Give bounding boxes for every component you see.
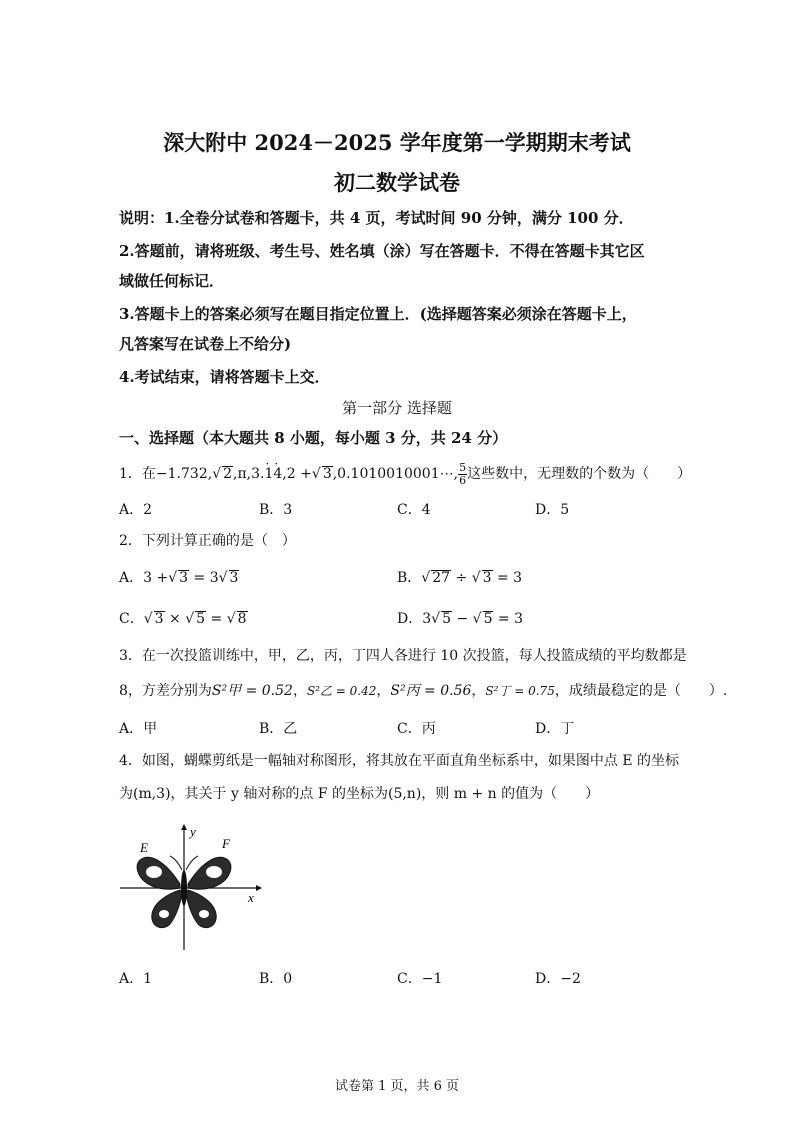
q1-repeat-digit-1: · 1 <box>265 466 274 482</box>
q2-option-b: B．√ 27 ÷ √ 3 = 3 <box>397 570 523 586</box>
question-2-stem: 2．下列计算正确的是（ ） <box>119 533 296 549</box>
q2-b-radicand-1: 27 <box>432 570 451 586</box>
q2-b-mid: ÷ <box>451 570 472 586</box>
lower-right-wing <box>186 890 216 928</box>
q2-b-post: = 3 <box>492 570 523 586</box>
butterfly-coordinate-figure <box>118 822 263 952</box>
q1-fraction-denominator: 6 <box>459 473 467 487</box>
q1-numbers-b: ,π,3. <box>233 466 265 483</box>
q2-a-radicand-1: 3 <box>179 570 189 586</box>
q3-variance-jia: S²甲 = 0.52 <box>211 683 293 699</box>
q2-option-c: C．√ 3 × √ 5 = √ 8 <box>119 611 247 627</box>
q1-option-d: D．5 <box>535 502 570 518</box>
question-4-line-2: 为(m,3)，其关于 y 轴对称的点 F 的坐标为(5,n)，则 m + n 的值为（ ） <box>119 786 600 802</box>
section-title: 一、选择题（本大题共 8 小题，每小题 3 分，共 24 分） <box>119 429 508 447</box>
q3-line2-a: 8，方差分别为 <box>119 683 212 699</box>
q2-b-radicand-2: 3 <box>482 570 492 586</box>
instructions-line-5: 凡答案写在试卷上不给分) <box>119 335 292 353</box>
page-footer: 试卷第 1 页，共 6 页 <box>334 1079 460 1094</box>
q1-sqrt2-radicand: 2 <box>223 466 233 483</box>
q2-d-post: = 3 <box>493 611 524 627</box>
q4-option-a: A．1 <box>119 971 153 987</box>
q3-option-b: B．乙 <box>259 721 298 737</box>
q1-numbers-d: ,0.1010010001⋯, <box>332 466 459 483</box>
point-f-label: F <box>222 836 230 851</box>
lower-left-wing <box>152 890 182 928</box>
part-title: 第一部分 选择题 <box>342 399 452 417</box>
q2-c-mid: × <box>164 611 186 627</box>
exam-title: 深大附中 2024－2025 学年度第一学期期末考试 <box>163 130 631 155</box>
q2-d-pre: 3 <box>422 611 432 627</box>
x-axis-arrow <box>256 885 262 891</box>
q2-a-mid: = 3 <box>189 570 219 586</box>
q2-a-pre: 3 + <box>143 570 169 586</box>
instructions-line-1: 说明：1.全卷分试卷和答题卡，共 4 页，考试时间 90 分钟，满分 100 分． <box>119 209 634 227</box>
instructions-line-3: 域做任何标记． <box>119 272 225 290</box>
q2-a-radicand-2: 3 <box>229 570 239 586</box>
q2-d-mid: − <box>452 611 473 627</box>
q2-option-a: A．3 +√ 3 = 3√ 3 <box>119 570 239 586</box>
instructions-line-6: 4.考试结束，请将答题卡上交． <box>119 368 330 386</box>
x-axis-label: x <box>248 890 254 905</box>
q1-prefix: 1．在 <box>119 466 156 483</box>
q3-variance-ding: S²丁 = 0.75 <box>485 684 555 698</box>
q4-option-b: B．0 <box>259 971 293 987</box>
q1-option-a: A．2 <box>119 502 153 518</box>
q1-option-b: B．3 <box>259 502 293 518</box>
q2-c-radicand-1: 3 <box>154 611 164 627</box>
q3-line2-b: ，成绩最稳定的是（ ）. <box>554 683 728 699</box>
q2-d-label: D． <box>397 611 423 627</box>
point-e-label: E <box>140 840 148 855</box>
q1-suffix: 这些数中，无理数的个数为（ ） <box>467 466 692 483</box>
q3-option-a: A．甲 <box>119 721 158 737</box>
q2-option-d: D．3√ 5 − √ 5 = 3 <box>397 611 524 627</box>
q3-option-c: C．丙 <box>397 721 436 737</box>
q3-option-d: D．丁 <box>535 721 575 737</box>
q1-repeat-digit-2: · 4 <box>273 466 282 482</box>
q3-variance-yi: S²乙 = 0.42 <box>306 684 377 698</box>
q4-option-d: D．−2 <box>535 971 581 987</box>
left-wing-spot <box>146 866 162 878</box>
q2-a-label: A． <box>119 570 144 586</box>
q3-variance-bing: S²丙 = 0.56 <box>390 683 472 699</box>
right-antenna <box>186 856 198 870</box>
exam-subtitle: 初二数学试卷 <box>334 170 460 195</box>
butterfly-body <box>181 870 187 906</box>
left-antenna <box>170 856 182 870</box>
q4-option-c: C．−1 <box>397 971 443 987</box>
instructions-line-2: 2.答题前，请将班级、考生号、姓名填（涂）写在答题卡．不得在答题卡其它区 <box>119 242 645 260</box>
q1-numbers-a: −1.732, <box>155 466 213 483</box>
q2-c-radicand-2: 5 <box>196 611 206 627</box>
y-axis-arrow <box>181 824 187 830</box>
q2-d-radicand-2: 5 <box>483 611 493 627</box>
y-axis-label: y <box>190 824 196 839</box>
q2-c-eq: = <box>206 611 227 627</box>
question-3-line-1: 3．在一次投篮训练中，甲，乙，丙，丁四人各进行 10 次投篮，每人投篮成绩的平均数都是 <box>119 648 687 664</box>
sqrt-symbol: √ <box>212 466 222 483</box>
q1-fraction-numerator: 5 <box>459 461 467 474</box>
q2-d-radicand-1: 5 <box>442 611 451 627</box>
question-4-line-1: 4．如图，蝴蝶剪纸是一幅轴对称图形，将其放在平面直角坐标系中，如果图中点 E 的坐标 <box>119 753 680 769</box>
q2-b-label: B． <box>397 570 422 586</box>
q2-c-radicand-3: 8 <box>237 611 247 627</box>
lower-left-spot <box>159 910 169 918</box>
q1-numbers-c: ,2 + <box>282 466 312 483</box>
question-3-line-2: 8，方差分别为S²甲 = 0.52，S²乙 = 0.42，S²丙 = 0.56，S²丁 = 0.75，成绩最稳定的是（ ）. <box>119 683 728 699</box>
sqrt-symbol: √ <box>311 466 321 483</box>
q1-option-c: C．4 <box>397 502 431 518</box>
question-1-stem <box>119 462 691 486</box>
q1-fraction <box>458 462 467 486</box>
q1-sqrt3-radicand: 3 <box>322 466 332 483</box>
instructions-line-4: 3.答题卡上的答案必须写在题目指定位置上．(选择题答案必须涂在答题卡上， <box>119 305 637 323</box>
q2-c-label: C． <box>119 611 144 627</box>
lower-right-spot <box>199 910 209 918</box>
right-wing-spot <box>206 866 222 878</box>
